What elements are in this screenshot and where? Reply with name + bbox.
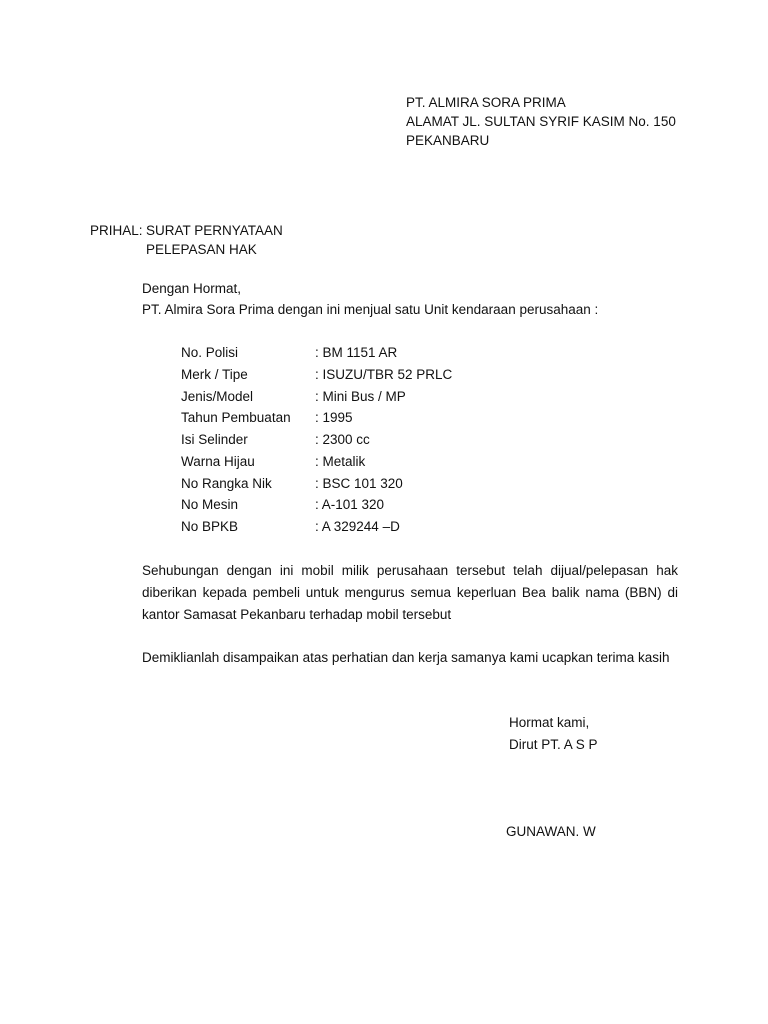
detail-value: : Metalik (315, 454, 366, 469)
closing-text: Demiklianlah disampaikan atas perhatian dan kerja samanya kami ucapkan terima kasih (142, 650, 670, 665)
detail-value: : A-101 320 (315, 497, 385, 512)
detail-key: Merk / Tipe (181, 367, 248, 382)
detail-key: Tahun Pembuatan (181, 410, 291, 425)
subject-line-1: SURAT PERNYATAAN (146, 223, 283, 238)
signature-title: Dirut PT. A S P (509, 737, 598, 752)
detail-key: Isi Selinder (181, 432, 248, 447)
detail-key: No Rangka Nik (181, 476, 272, 491)
detail-value: : 2300 cc (315, 432, 370, 447)
sender-company: PT. ALMIRA SORA PRIMA (406, 95, 566, 110)
greeting: Dengan Hormat, (142, 281, 242, 296)
detail-key: No. Polisi (181, 345, 239, 360)
intro-text: PT. Almira Sora Prima dengan ini menjual satu Unit kendaraan perusahaan : (142, 302, 599, 317)
statement-paragraph (142, 560, 678, 626)
subject-label: PRIHAL: (90, 223, 143, 238)
detail-key: Warna Hijau (181, 454, 255, 469)
sender-address: ALAMAT JL. SULTAN SYRIF KASIM No. 150 (406, 114, 676, 129)
subject-line-2: PELEPASAN HAK (146, 242, 257, 257)
detail-value: : Mini Bus / MP (315, 389, 406, 404)
statement-line-2: diberikan kepada pembeli untuk mengurus semua keperluan Bea balik nama (BBN) di (142, 585, 678, 600)
statement-line-1: Sehubungan dengan ini mobil milik perusahaan tersebut telah dijual/pelepasan hak (142, 563, 678, 578)
detail-value: : BSC 101 320 (315, 476, 403, 491)
statement-line-3: kantor Samasat Pekanbaru terhadap mobil tersebut (142, 607, 452, 622)
detail-key: No BPKB (181, 519, 239, 534)
detail-key: Jenis/Model (181, 389, 254, 404)
detail-value: : 1995 (315, 410, 353, 425)
detail-value: : BM 1151 AR (315, 345, 398, 360)
detail-value: : A 329244 –D (315, 519, 400, 534)
detail-key: No Mesin (181, 497, 239, 512)
signature-salutation: Hormat kami, (509, 715, 590, 730)
detail-value: : ISUZU/TBR 52 PRLC (315, 367, 453, 382)
signature-name: GUNAWAN. W (506, 824, 596, 839)
sender-city: PEKANBARU (406, 133, 490, 148)
